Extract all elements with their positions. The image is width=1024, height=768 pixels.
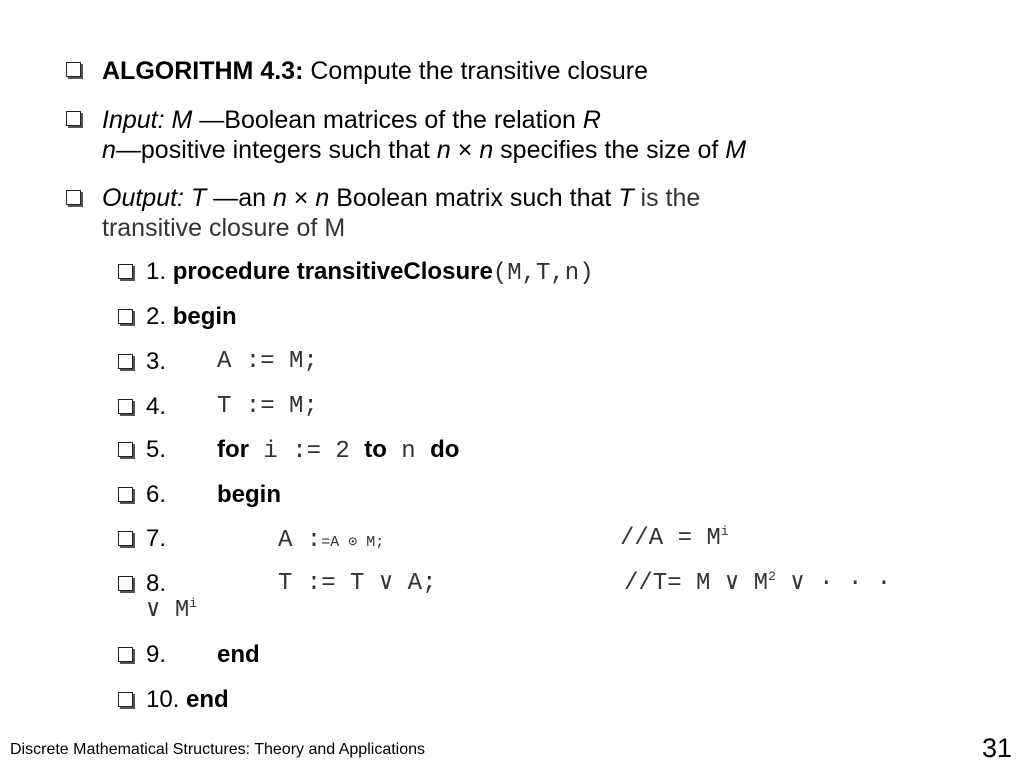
input-line bbox=[102, 105, 601, 135]
step-7-comment bbox=[620, 524, 729, 554]
input-var-m-2: M bbox=[725, 136, 747, 164]
page-number: 31 bbox=[981, 733, 1012, 763]
step-code: n bbox=[386, 438, 431, 465]
input-text: Boolean matrices of the relation bbox=[224, 106, 583, 134]
output-text-2: Boolean matrix such that bbox=[329, 184, 619, 212]
output-n2: n bbox=[315, 184, 330, 212]
output-dash: — bbox=[206, 184, 239, 212]
step-code: T := M; bbox=[217, 393, 318, 420]
checkbox-bullet-icon bbox=[118, 692, 133, 707]
superscript: 2 bbox=[768, 569, 776, 584]
algorithm-text: Compute the transitive closure bbox=[310, 57, 649, 85]
superscript: i bbox=[720, 524, 729, 539]
input-line-2 bbox=[102, 135, 746, 165]
checkbox-bullet-icon bbox=[118, 647, 133, 662]
output-line bbox=[102, 183, 700, 213]
checkbox-bullet-icon bbox=[118, 309, 133, 324]
algorithm-heading: ALGORITHM 4.3: bbox=[102, 57, 304, 85]
checkbox-bullet-icon bbox=[118, 531, 133, 546]
checkbox-bullet-icon bbox=[118, 487, 133, 502]
input-dash-2: — bbox=[115, 136, 141, 164]
step-number: 3. bbox=[146, 348, 167, 375]
step-4 bbox=[146, 392, 166, 422]
step-2 bbox=[146, 302, 237, 332]
step-7 bbox=[146, 524, 166, 554]
superscript: i bbox=[189, 596, 198, 611]
input-var-r: R bbox=[582, 106, 601, 134]
step-number: 8. bbox=[146, 570, 167, 597]
step-keyword: begin bbox=[217, 481, 281, 508]
input-n1: n bbox=[436, 136, 451, 164]
comment-text: //T= M ∨ M bbox=[624, 570, 769, 597]
output-var-t-2: T bbox=[618, 184, 634, 212]
step-code: A := M; bbox=[217, 348, 318, 375]
step-keyword: end bbox=[186, 686, 229, 713]
checkbox-bullet-icon bbox=[66, 190, 81, 205]
step-9 bbox=[146, 640, 166, 670]
step-7-code bbox=[278, 524, 384, 558]
comment-text: ∨ · · · bbox=[775, 570, 892, 597]
step-5 bbox=[146, 435, 166, 465]
keyword-to: to bbox=[364, 436, 387, 463]
checkbox-bullet-icon bbox=[118, 264, 133, 279]
output-text-1: an bbox=[238, 184, 273, 212]
step-number: 7. bbox=[146, 525, 167, 552]
step-5-body bbox=[217, 435, 459, 467]
step-8-comment bbox=[624, 569, 891, 599]
input-label: Input: bbox=[102, 106, 165, 134]
step-number: 9. bbox=[146, 641, 167, 668]
keyword-do: do bbox=[430, 436, 460, 463]
output-label: Output: bbox=[102, 184, 184, 212]
step-code: (M,T,n) bbox=[492, 260, 594, 287]
step-number: 4. bbox=[146, 393, 167, 420]
comment-text: //A = M bbox=[620, 525, 721, 552]
input-var-n: n bbox=[102, 136, 116, 164]
step-number: 6. bbox=[146, 481, 167, 508]
step-number: 10. bbox=[146, 686, 180, 713]
input-text-3: specifies the size of bbox=[493, 136, 726, 164]
checkbox-bullet-icon bbox=[118, 576, 133, 591]
footer-text: Discrete Mathematical Structures: Theory and Applications bbox=[10, 741, 426, 758]
output-text-3: is the bbox=[633, 184, 701, 212]
step-number: 2. bbox=[146, 303, 167, 330]
input-times: × bbox=[450, 136, 480, 164]
step-number: 5. bbox=[146, 436, 167, 463]
step-1 bbox=[146, 257, 594, 289]
step-10 bbox=[146, 685, 229, 715]
step-number: 1. bbox=[146, 258, 167, 285]
step-3 bbox=[146, 347, 166, 377]
step-keyword: begin bbox=[172, 303, 237, 330]
output-line-2: transitive closure of M bbox=[102, 214, 346, 242]
keyword-for: for bbox=[217, 436, 249, 463]
step-code: A : bbox=[278, 527, 322, 554]
input-var-m: M bbox=[171, 106, 193, 134]
comment-text: ∨ M bbox=[146, 597, 190, 624]
input-text-2: positive integers such that bbox=[140, 136, 437, 164]
step-code-small: =A ⊙ M; bbox=[321, 534, 385, 551]
output-times: × bbox=[286, 184, 316, 212]
algorithm-line bbox=[102, 56, 648, 86]
step-code: T := T ∨ A; bbox=[278, 570, 437, 597]
input-dash: — bbox=[192, 106, 225, 134]
step-keyword: end bbox=[217, 641, 260, 668]
step-code: i := 2 bbox=[249, 438, 365, 465]
input-n2: n bbox=[479, 136, 494, 164]
step-6 bbox=[146, 480, 166, 510]
step-keyword: procedure transitiveClosure bbox=[172, 258, 493, 285]
step-8 bbox=[146, 569, 166, 599]
step-8-line-2 bbox=[146, 596, 197, 626]
checkbox-bullet-icon bbox=[118, 354, 133, 369]
output-n1: n bbox=[272, 184, 287, 212]
checkbox-bullet-icon bbox=[118, 399, 133, 414]
checkbox-bullet-icon bbox=[66, 111, 81, 126]
output-var-t: T bbox=[190, 184, 207, 212]
checkbox-bullet-icon bbox=[118, 442, 133, 457]
checkbox-bullet-icon bbox=[66, 62, 81, 77]
